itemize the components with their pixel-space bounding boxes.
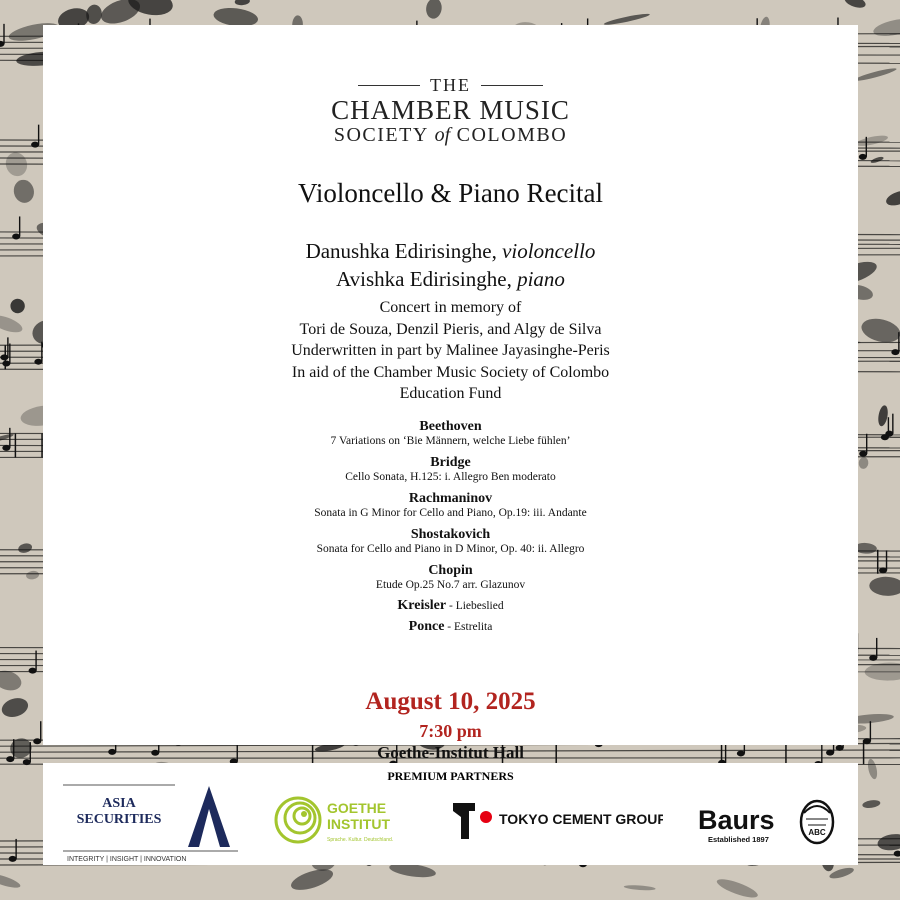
goethe-circles-icon — [276, 798, 320, 842]
baurs-logo — [698, 795, 838, 855]
logo-of-text: of — [434, 124, 451, 146]
logo-the-text: THE — [430, 75, 471, 95]
performer-1 — [43, 239, 858, 264]
logo-colombo-text: COLOMBO — [456, 124, 568, 146]
work-title: Sonata in G Minor for Cello and Piano, Op.19: iii. Andante — [314, 507, 587, 519]
baurs-tagline: Established 1897 — [708, 835, 769, 844]
info-line: Underwritten in part by Malinee Jayasinghe-Peris — [291, 342, 610, 359]
info-line: Tori de Souza, Denzil Pieris, and Algy de Silva — [299, 320, 602, 338]
poster-card — [43, 25, 858, 762]
partners-strip — [43, 763, 858, 865]
partners-heading: PREMIUM PARTNERS — [387, 769, 514, 783]
society-logo-line1: CHAMBER MUSIC — [331, 95, 570, 125]
performer-name: Avishka Edirisinghe, — [336, 267, 512, 291]
event-date: August 10, 2025 — [365, 688, 536, 715]
institut-text: INSTITUT — [327, 816, 390, 832]
goethe-text: GOETHE — [327, 800, 387, 816]
composer-name: Kreisler — [397, 598, 447, 613]
performer-2 — [43, 267, 858, 292]
program-item — [43, 455, 858, 483]
composer-name: Beethoven — [419, 419, 482, 434]
baurs-seal-icon — [801, 801, 833, 843]
work-title: - Estrelita — [444, 621, 493, 633]
composer-name: Chopin — [428, 563, 473, 578]
composer-name: Shostakovich — [410, 527, 491, 542]
program-item-inline — [43, 619, 858, 635]
goethe-institut-logo — [273, 790, 413, 850]
composer-name: Rachmaninov — [408, 491, 493, 506]
program-item — [43, 419, 858, 447]
asia-text: ASIA — [102, 796, 136, 811]
asia-securities-graphic — [63, 783, 238, 863]
asia-securities-logo — [63, 783, 238, 863]
tokyo-graphic — [453, 803, 663, 839]
tokyo-sun-icon — [480, 811, 492, 823]
performer-instrument: piano — [517, 267, 565, 291]
securities-text: SECURITIES — [76, 812, 162, 827]
asia-pyramid-icon — [188, 786, 230, 847]
info-line: Education Fund — [399, 385, 502, 402]
tokyo-t-icon — [453, 803, 475, 839]
society-logo-line2 — [43, 124, 858, 147]
work-title: Etude Op.25 No.7 arr. Glazunov — [375, 579, 526, 591]
concert-info — [43, 297, 858, 405]
asia-tagline: INTEGRITY | INSIGHT | INNOVATION — [67, 856, 187, 863]
logo-rule-right — [481, 85, 543, 86]
work-title: Sonata for Cello and Piano in D Minor, Op. 40: ii. Allegro — [316, 543, 585, 555]
info-line: Concert in memory of — [379, 299, 522, 316]
program-item — [43, 527, 858, 555]
tokyo-cement-logo — [453, 803, 663, 839]
event-time: 7:30 pm — [419, 721, 482, 741]
logo-society-text: SOCIETY — [333, 124, 429, 146]
recital-title: Violoncello & Piano Recital — [297, 178, 604, 208]
work-title: 7 Variations on ‘Bie Männern, welche Liebe fühlen’ — [330, 435, 571, 447]
performer-instrument: violoncello — [502, 239, 596, 263]
logo-rule-left — [358, 85, 420, 86]
baurs-graphic — [698, 795, 838, 855]
composer-name: Ponce — [408, 619, 445, 634]
goethe-graphic — [273, 790, 413, 850]
event-venue: Goethe-Institut Hall — [377, 743, 524, 762]
program-item-inline — [43, 598, 858, 614]
performer-name: Danushka Edirisinghe, — [305, 239, 497, 263]
baurs-seal-letters: ABC — [808, 828, 826, 837]
society-logo-the — [43, 75, 858, 96]
tokyo-text: TOKYO CEMENT GROUP — [499, 811, 663, 827]
program-item — [43, 491, 858, 519]
info-line: In aid of the Chamber Music Society of Colombo — [291, 363, 610, 381]
work-title: - Liebeslied — [446, 600, 504, 612]
work-title: Cello Sonata, H.125: i. Allegro Ben moderato — [345, 471, 556, 483]
composer-name: Bridge — [430, 455, 471, 470]
baurs-text: Baurs — [698, 805, 775, 835]
program-item — [43, 563, 858, 591]
goethe-tagline: Sprache. Kultur. Deutschland. — [327, 837, 394, 843]
